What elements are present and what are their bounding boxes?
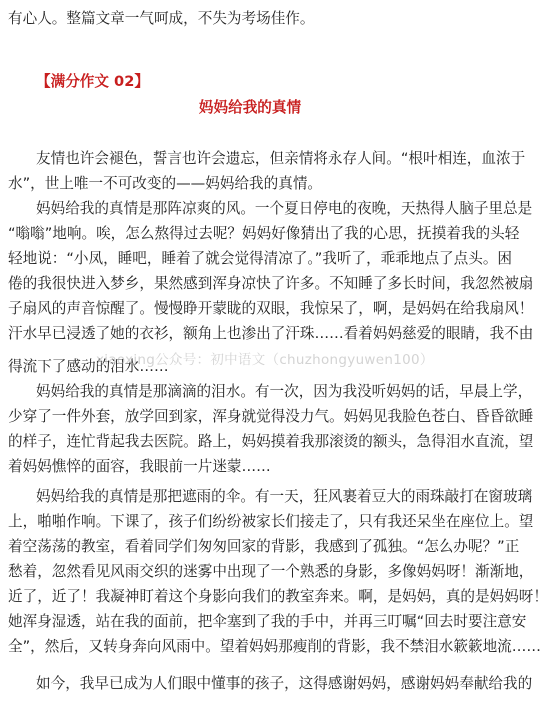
paragraph-line: 她浑身湿透，站在我的面前，把伞塞到了我的手中，并再三叮嘱“回去时要注意安 xyxy=(8,613,527,630)
paragraph-line: 的样子，连忙背起我去医院。路上，妈妈摸着我那滚烫的额头，急得泪水直流，望 xyxy=(8,433,534,450)
section-label: 【满分作文 02】 xyxy=(36,73,149,90)
paragraph-line: 妈妈给我的真情是那滴滴的泪水。有一次，因为我没听妈妈的话，早晨上学， xyxy=(36,383,533,400)
article-title: 妈妈给我的真情 xyxy=(198,99,302,116)
watermark: xiaoxing公众号：初中语文（chuzhongyuwen100） xyxy=(96,352,434,368)
paragraph-line: 如今，我早已成为人们眼中懂事的孩子，这得感谢妈妈，感谢妈妈奉献给我的 xyxy=(36,675,533,692)
paragraph-line: 水”，世上唯一不可改变的——妈妈给我的真情。 xyxy=(8,175,323,192)
paragraph-line: 近了，近了！我凝神盯着这个身影向我们的教室奔来。啊，是妈妈，真的是妈妈呀！ xyxy=(8,588,548,605)
paragraph-line: 轻地说：“小凤，睡吧，睡着了就会觉得清凉了。”我听了，乖乖地点了点头。困 xyxy=(8,250,513,267)
paragraph-line: 着空荡荡的教室，看着同学们匆匆回家的背影，我感到了孤独。“怎么办呢？”正 xyxy=(8,538,520,555)
paragraph-line: 少穿了一件外套，放学回到家，浑身就觉得没力气。妈妈见我脸色苍白、昏昏欲睡 xyxy=(8,408,534,425)
paragraph-line: 友情也许会褪色，誓言也许会遗忘，但亲情将永存人间。“根叶相连，血浓于 xyxy=(36,150,526,167)
intro-tail-text: 有心人。整篇文章一气呵成，不失为考场佳作。 xyxy=(8,10,315,27)
paragraph-line: 倦的我很快进入梦乡，果然感到浑身凉快了许多。不知睡了多长时间，我忽然被扇 xyxy=(8,275,534,292)
paragraph-line: 全”，然后，又转身奔向风雨中。望着妈妈那瘦削的背影，我不禁泪水簌簌地流…… xyxy=(8,638,541,655)
paragraph-line: 着妈妈憔悴的面容，我眼前一片迷蒙…… xyxy=(8,458,271,475)
paragraph-line: 子扇风的声音惊醒了。慢慢睁开蒙眬的双眼，我惊呆了，啊，是妈妈在给我扇风！ xyxy=(8,300,534,317)
paragraph-line: 上，啪啪作响。下课了，孩子们纷纷被家长们接走了，只有我还呆坐在座位上。望 xyxy=(8,513,534,530)
paragraph-line: “嗡嗡”地响。唉，怎么熬得过去呢？妈妈好像猜出了我的心思，抚摸着我的头轻 xyxy=(8,225,520,242)
paragraph-line: 汗水早已浸透了她的衣衫，额角上也渗出了汗珠……看着妈妈慈爱的眼睛，我不由 xyxy=(8,325,534,342)
paragraph-line: 愁着，忽然看见风雨交织的迷雾中出现了一个熟悉的身影，多像妈妈呀！渐渐地， xyxy=(8,563,534,580)
paragraph-line: 妈妈给我的真情是那阵凉爽的风。一个夏日停电的夜晚，天热得人脑子里总是 xyxy=(36,200,533,217)
paragraph-line: 得流下了感动的泪水…… xyxy=(8,358,169,375)
paragraph-line: 妈妈给我的真情是那把遮雨的伞。有一天，狂风裹着豆大的雨珠敲打在窗玻璃 xyxy=(36,488,533,505)
